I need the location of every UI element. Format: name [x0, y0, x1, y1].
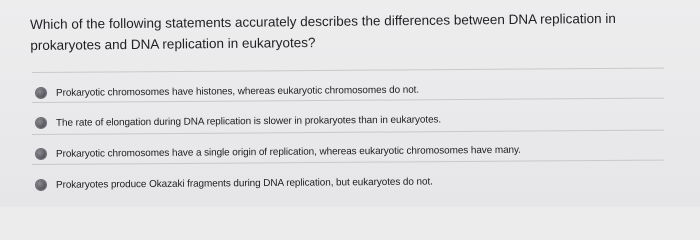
radio-button-icon[interactable] — [36, 180, 46, 190]
radio-button-icon[interactable] — [36, 118, 46, 128]
option-label: Prokaryotes produce Okazaki fragments during DNA replication, but eukaryotes do not. — [55, 176, 433, 191]
option-2[interactable] — [36, 109, 666, 132]
question-text: Which of the following statements accurately describes the differences between DNA replication in prokaryotes and DNA replication in eukaryotes? — [30, 10, 616, 53]
radio-button-icon[interactable] — [36, 149, 46, 159]
option-label: The rate of elongation during DNA replication is slower in prokaryotes than in eukaryotes. — [55, 113, 442, 129]
option-4[interactable] — [36, 171, 666, 194]
option-label: Prokaryotic chromosomes have histones, whereas eukaryotic chromosomes do not. — [55, 84, 420, 99]
divider — [32, 68, 664, 73]
radio-button-icon[interactable] — [36, 88, 46, 98]
option-label: Prokaryotic chromosomes have a single origin of replication, whereas eukaryotic chromosomes have many. — [55, 144, 521, 160]
